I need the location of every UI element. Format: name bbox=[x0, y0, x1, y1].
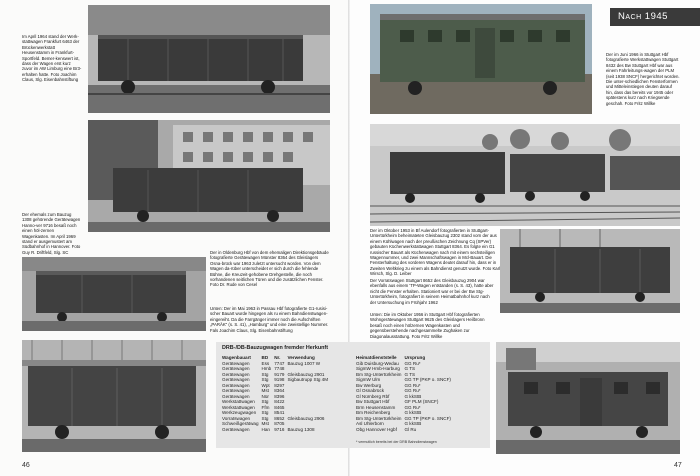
table-cell: SigmW Hmb-Harburg bbox=[356, 366, 400, 371]
table-cell: Bw Werburg bbox=[356, 382, 382, 388]
table-cell: GG TP (PKP o. SNCF) bbox=[404, 415, 451, 421]
table-cell: Schweißgerätwag bbox=[222, 421, 259, 426]
table-cell: Ess bbox=[261, 360, 270, 366]
table-row bbox=[222, 427, 331, 433]
table-cell: Gerätewagen bbox=[222, 377, 250, 382]
table-cell: Stg bbox=[261, 371, 269, 377]
photo-hopper-wagon bbox=[88, 5, 330, 113]
table-cell: Bm Stg-Untertürkheim bbox=[356, 371, 402, 377]
section-title: Nach 1945 bbox=[610, 8, 700, 26]
table-cell: SigmW Ulm bbox=[356, 377, 381, 382]
table-cell: 7747 bbox=[274, 360, 285, 366]
table-cell: 8541 bbox=[274, 410, 285, 415]
table-cell: Gleisbauzug 2906 bbox=[287, 415, 325, 421]
table-header: Wagenbauart bbox=[222, 355, 251, 360]
table-cell: 9716 bbox=[274, 426, 285, 432]
table-cell: Mst bbox=[261, 388, 269, 393]
table-cell: Gleisbauzug 2901 bbox=[287, 371, 325, 377]
table-cell: Bauzug 1308 bbox=[287, 426, 315, 432]
table-cell: Gl Nürnberg Rbf bbox=[356, 393, 390, 399]
table-cell: Werkstattwagen bbox=[222, 399, 255, 404]
table-cell: Bm Stg-Untertürkheim bbox=[356, 415, 402, 421]
table-cell: G kkStB bbox=[404, 410, 422, 415]
table-title: DRB-/DB-Bauzugwagen fremder Herkunft bbox=[222, 345, 329, 351]
table-cell: Gerätewagen bbox=[222, 360, 250, 366]
caption-8: Unten: Die im Oktober 1956 in Stuttgart Hbf fotografierten Wohngerätewagen Stuttgart 9625 des Gleislagers Heilbronn besaß noch einen hölzernen Wagenkasten und gegenüberstehende nachgesammelte Zughaken zur Diagonalausstattung. Foto Fritz Willke bbox=[370, 312, 485, 339]
table-cell: Gl Ru bbox=[404, 426, 417, 432]
table-cell: 8297 bbox=[274, 382, 285, 388]
table-cell: GG Ru* bbox=[404, 382, 421, 388]
table-cell: Mst bbox=[261, 421, 269, 426]
table-header: Ursprung bbox=[404, 355, 426, 360]
table-cell: 8422 bbox=[274, 399, 285, 404]
photo-wooden-wagon bbox=[496, 342, 680, 454]
table-cell: Sigbautrupp Stg 4M bbox=[287, 377, 329, 382]
caption-7: Der Vorratswagen Stuttgart 8652 des Gleisbauzug 2904 war ebenfalls aus einem 'TP-Wagen entstanden (s. S. 43), hatte aber nicht die Fenster erhalten. Stationiert war er bei der Bw Stg-Untertürkheim, fotografiert in seinem Heimatbahnhof kurz nach der Untersuchung im Frühjahr 1962 bbox=[370, 278, 494, 305]
table-cell: Asl Uhlerborn bbox=[356, 421, 384, 426]
table-cell: Stg bbox=[261, 415, 269, 421]
table-cell: Wpt bbox=[261, 382, 270, 388]
table-cell: GF PLM (SNCF) bbox=[404, 399, 439, 404]
table-cell: Nür bbox=[261, 393, 269, 399]
table-cell: Hmb bbox=[261, 366, 272, 371]
table-header: Heimatdienststelle bbox=[356, 355, 397, 360]
table-cell: Obg Hannover Hgbf bbox=[356, 426, 397, 432]
table-left-columns bbox=[222, 355, 331, 432]
table-right-columns bbox=[356, 355, 454, 432]
table-cell: G kkStB bbox=[404, 421, 422, 426]
caption-6: Der im Oktober 1953 in Bf Aulendorf fotografierten in Stuttgart-Untertürkheim beheimateten Gleisbauzug 2302 stand vorn der aus einem Kühlwagen nach der preußischen Zeichnung Cq (SPVer) gebauten Küchenwerkstattwagen Stuttgart 8364. Es folgte ein G1 russischer Bauart als Küchenwagen nach mit einem sechsteiligen Wagennummer, und zwei Mannschaftswagen in Mcl-Bauart. Die Fensterhaltung des vorderen Wagens deutet darauf hin, dass er in Zweiten Weltkrieg zu einem als Bahndienst genutzt wurde. Foto Karl Wirsch, Slg. D. Leiber bbox=[370, 228, 501, 277]
table-header: Verwendung bbox=[287, 355, 315, 360]
table-cell: Bauzug 1007 W bbox=[287, 360, 321, 366]
table-cell: Bw Stuttgart Hbf bbox=[356, 399, 390, 404]
table-cell: 9198 bbox=[274, 377, 285, 382]
table-cell: Stg bbox=[261, 377, 269, 382]
table-cell: Gerätewagen bbox=[222, 393, 250, 399]
table-row bbox=[356, 427, 454, 433]
photo-wagons-yard bbox=[22, 340, 206, 452]
table-cell: Ffm bbox=[261, 404, 270, 410]
photo-storage-wagon bbox=[500, 229, 680, 313]
caption-3: Der in Oldenburg Hbf von dem ehemaligen Direktionsgebäude fotografierte Gerätewagen Münster 8364 des Gleislagers Osna-brück war 1963 zuletzt untersucht worden. Von dem Wagen da-rüber unterscheidet er sich durch die fehlende Bühne, die Kreuzeit-gehobene Drehgestelle, die noch vorhandenen seitlichen Türen und die zusätzlichen Fenster. Foto Dr. Rude von Cesel bbox=[210, 250, 329, 288]
table-cell: Stg bbox=[261, 399, 269, 404]
table-cell: 8396 bbox=[274, 393, 285, 399]
table-cell: Stg bbox=[261, 410, 269, 415]
table-cell: 8465 bbox=[274, 404, 285, 410]
table-row bbox=[222, 377, 331, 383]
photo-russian-wagon bbox=[22, 257, 206, 331]
table-cell: GG Ru* bbox=[404, 404, 421, 410]
table-cell: Werkzeugwagen bbox=[222, 410, 257, 415]
photo-construction-train bbox=[370, 124, 680, 226]
table-cell: Gerätewagen bbox=[222, 426, 250, 432]
table-cell: 8364 bbox=[274, 388, 285, 393]
table-cell: GG Ru* bbox=[404, 388, 421, 393]
table-header: BD bbox=[261, 355, 269, 360]
table-cell: Werkstattwagen bbox=[222, 404, 255, 410]
caption-4: Unten: Der im Mai 1963 in Passau Hbf fotografierte G1-rusisi-scher Bauart wurde hingegen als ru einem Bahndienstwagen-eingereiht. Da die Farrgänger immer noch die Aufschriften „PARÄK" (s. S. 41), „Hamburg" und eine zweistellige Nummer. Fals Joachim Claus, Slg. Eisenbahnstiftung bbox=[210, 306, 329, 333]
table-cell: GG Ru* bbox=[404, 360, 421, 366]
table-cell: Gerätewagen bbox=[222, 371, 250, 377]
table-cell: G TS bbox=[404, 371, 416, 377]
table-cell: Gerätewagen bbox=[222, 382, 250, 388]
table-cell: Gib Duisburg-Wedau bbox=[356, 360, 399, 366]
table-cell: 9179 bbox=[274, 371, 285, 377]
table-cell: G TS bbox=[404, 366, 416, 371]
table-footnote: * vermutlich bereits bei der DRB Bahndienstwagen bbox=[356, 440, 437, 444]
caption-1: Im April 1964 stand der Werk-stattwagen Frankfurt 6463 der Brückenwerkstatt Heusenstamm in Frankfurt-Sportfeld. Bemer-kenswert ist, dass der Wagen erst kurz zuvor im AW Limburg eine Br3-erhalten hatte. Foto Joachim Claus, Slg. Eisenbahnstiftung bbox=[22, 34, 82, 83]
wagon-table bbox=[216, 342, 490, 448]
table-cell: Gl Osnabrück bbox=[356, 388, 385, 393]
table-cell: Brm Heusenstamm bbox=[356, 404, 396, 410]
page-number-right: 47 bbox=[674, 462, 682, 469]
caption-5: Der im Juni 1966 in Stuttgart Hbf fotografierte Werkstattwagen Stuttgart 8432 des Bw Stuttgart Hbf war aus einem Fahrleitungs-wagen der PLM (seit 1938 SNCF) hergerichtet worden. Die unter-schiedlichen Fensterformen und Mitteleinstiegen deuten darauf hin, dass das bereits vor 1945 oder spätestens kurz nach Kriegsende geschah. Foto Fritz Willke bbox=[606, 52, 680, 106]
table-cell: Bm Reichenberg bbox=[356, 410, 391, 415]
table-cell: G kkStB bbox=[404, 393, 422, 399]
page-number-left: 46 bbox=[22, 462, 30, 469]
table-row bbox=[356, 377, 454, 383]
table-cell: Gerätewagen bbox=[222, 388, 250, 393]
caption-2: Der ehemals zum Bauzug 1308 gehörende Gerätewagen Hanno-ver 9716 besaß noch einen höl-zernen Wagenkasten. Im April 1969 stand er ausgemustert am Südbahnhof in Hannover. Foto Guy R. Driftfeld, Slg. SC bbox=[22, 212, 81, 255]
photo-covered-wagon-station bbox=[88, 120, 330, 232]
photo-green-workshop-wagon bbox=[370, 4, 592, 114]
table-header: Nr. bbox=[274, 355, 281, 360]
table-cell: Han bbox=[261, 426, 270, 432]
table-cell: Vorratswagen bbox=[222, 415, 251, 421]
table-cell: 7748 bbox=[274, 366, 285, 371]
table-cell: 8705 bbox=[274, 421, 285, 426]
table-cell: 8652 bbox=[274, 415, 285, 421]
table-cell: GG TP (PKP o. SNCF) bbox=[404, 377, 451, 382]
table-cell: Gerätewagen bbox=[222, 366, 250, 371]
